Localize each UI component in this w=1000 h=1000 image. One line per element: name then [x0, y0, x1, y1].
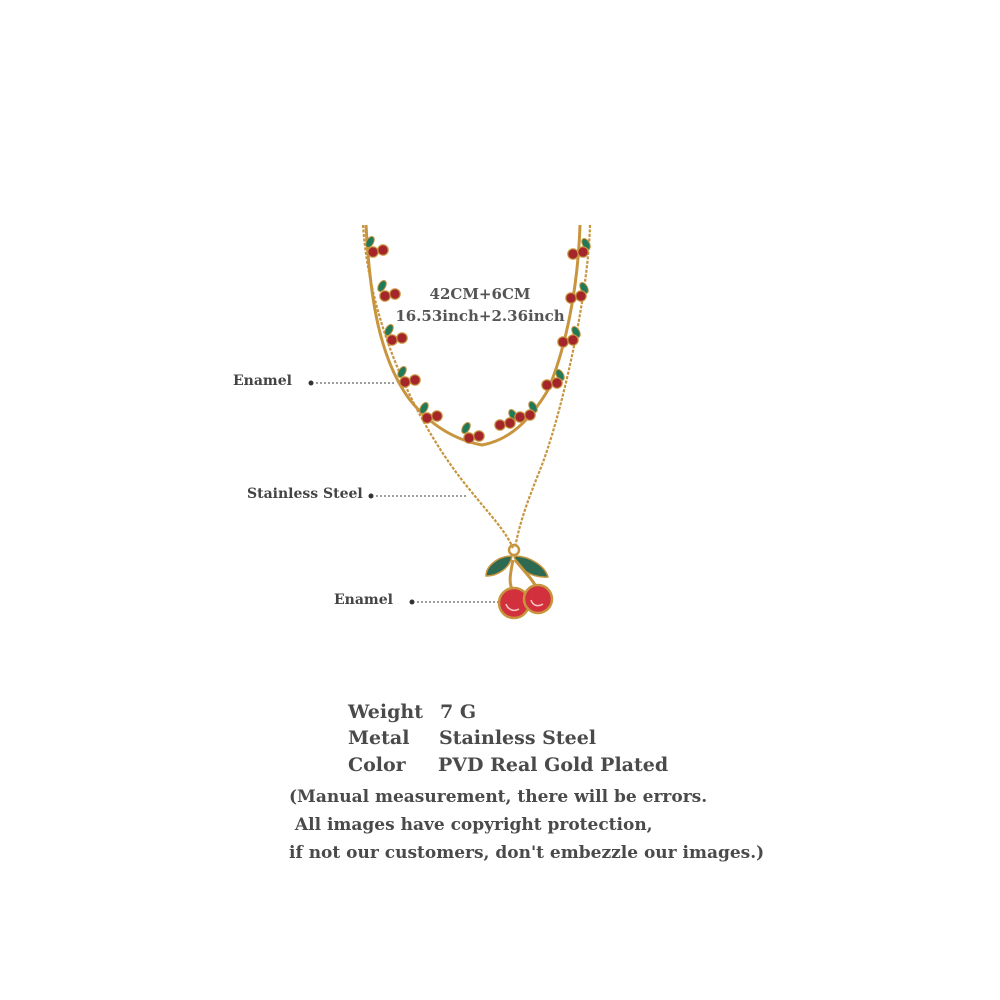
pendant-bail	[509, 545, 519, 555]
enamel-cherry	[400, 377, 410, 387]
spec-metal-value: Stainless Steel	[439, 727, 597, 749]
enamel-cherry	[422, 413, 432, 423]
pendant-cherry-right	[524, 585, 552, 613]
spec-weight-key: Weight	[348, 701, 423, 723]
enamel-cherry	[515, 412, 525, 422]
enamel-cherry	[552, 378, 562, 388]
enamel-cherry	[542, 380, 552, 390]
callout-label-enamel-chain: Enamel	[233, 373, 292, 389]
enamel-cherry	[368, 247, 378, 257]
enamel-cherry	[397, 333, 407, 343]
enamel-cherry	[578, 247, 588, 257]
enamel-cherry	[474, 431, 484, 441]
enamel-cherry	[410, 375, 420, 385]
enamel-cherry	[387, 335, 397, 345]
spec-weight-value: 7 G	[440, 701, 477, 723]
callout-label-stainless-steel: Stainless Steel	[247, 486, 363, 502]
callout-label-enamel-pendant: Enamel	[334, 592, 393, 608]
enamel-cherry	[558, 337, 568, 347]
enamel-cherry	[525, 410, 535, 420]
cherry-link	[396, 365, 420, 387]
enamel-cherry	[568, 335, 578, 345]
enamel-cherry	[495, 420, 505, 430]
cherry-link	[418, 401, 442, 423]
cherry-link	[460, 421, 484, 443]
enamel-cherry	[568, 249, 578, 259]
pendant-leaf-left	[486, 556, 512, 576]
note-line-1: (Manual measurement, there will be errors.	[289, 787, 708, 807]
enamel-cherry	[505, 418, 515, 428]
measurement-metric: 42CM+6CM	[429, 285, 531, 303]
spec-metal-key: Metal	[348, 727, 410, 749]
spec-color-value: PVD Real Gold Plated	[438, 754, 669, 776]
enamel-cherry	[464, 433, 474, 443]
enamel-cherry	[378, 245, 388, 255]
note-line-2: All images have copyright protection,	[289, 815, 653, 835]
enamel-cherry	[432, 411, 442, 421]
measurement-block	[370, 283, 590, 327]
note-line-3: if not our customers, don't embezzle our images.)	[289, 843, 765, 863]
cherry-link	[515, 400, 539, 422]
measurement-imperial: 16.53inch+2.36inch	[395, 307, 565, 325]
spec-color-key: Color	[348, 754, 406, 776]
